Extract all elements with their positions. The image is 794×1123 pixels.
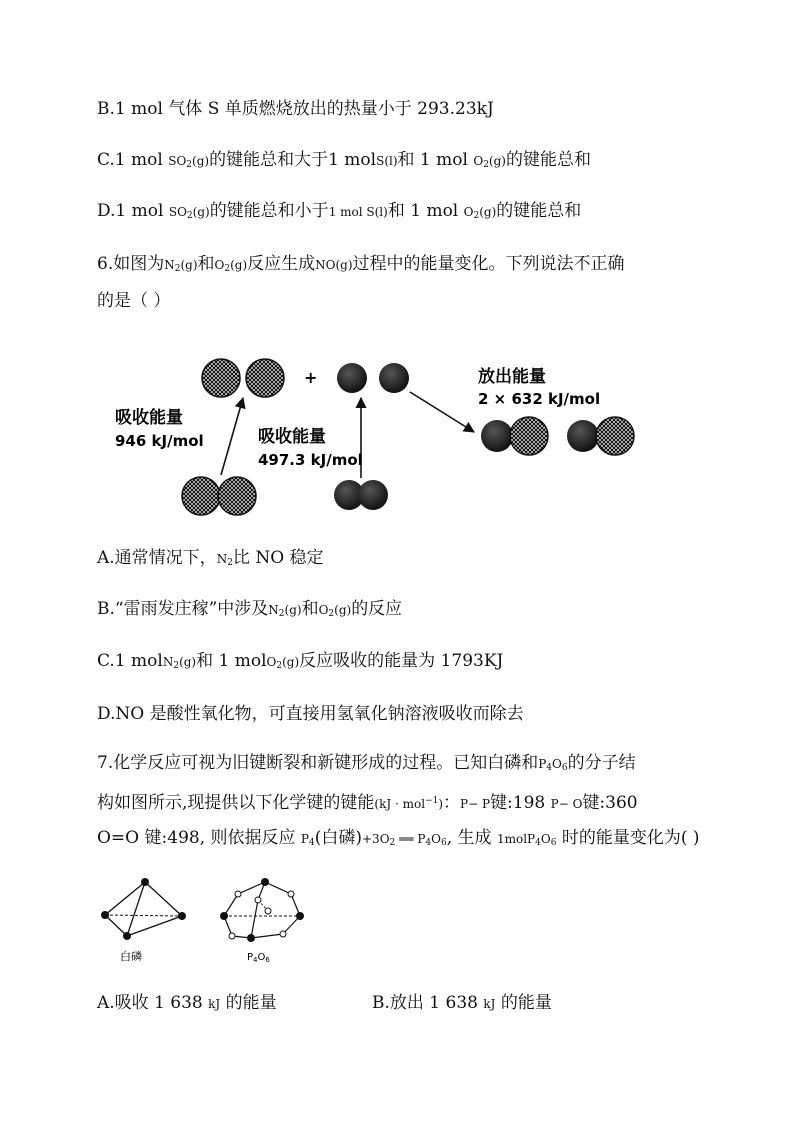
p: P [300, 832, 309, 846]
q7-stem-line2 [97, 790, 638, 815]
no-o-atom [481, 420, 513, 452]
q6-energy-diagram [0, 330, 794, 530]
state: (g) [230, 258, 248, 272]
so2: SO [168, 154, 187, 168]
text: 的分子结 [567, 753, 636, 773]
q6-option-d: D.NO 是酸性氧化物，可直接用氢氧化钠溶液吸收而除去 [97, 704, 524, 724]
unit-end: ) [438, 797, 444, 811]
text: B.“雷雨发庄稼”中涉及 [97, 599, 269, 619]
o2: O [318, 603, 329, 617]
n2-formula [217, 552, 233, 566]
p: P [538, 757, 547, 771]
sub: 6 [441, 838, 447, 848]
o-atom [379, 363, 409, 393]
o-atom [337, 363, 367, 393]
text: 键:198 [490, 793, 551, 813]
p4o6-formula [538, 757, 567, 771]
sub: 4 [546, 763, 553, 773]
sub: 4 [425, 838, 432, 848]
text: , 生成 [446, 828, 497, 848]
no-n-atom [510, 417, 548, 455]
o2-formula [362, 832, 395, 846]
text: 过程中的能量变化。下列说法不正确 [352, 254, 625, 274]
sub: 2 [227, 558, 233, 568]
n2-molecule-atom [182, 477, 220, 515]
n2: N [162, 655, 174, 669]
state: (g) [282, 655, 300, 669]
q6-stem-line2: 的是（ ） [97, 291, 171, 311]
no-formula: NO(g) [315, 258, 353, 272]
o2-formula [215, 258, 248, 272]
n2-formula [268, 603, 301, 617]
absorb2-label: 吸收能量 [258, 427, 326, 447]
q6-option-a [97, 547, 324, 574]
sub: 2 [174, 264, 181, 274]
text: 反应吸收的能量为 1793KJ [299, 651, 504, 671]
no-o-atom [567, 420, 599, 452]
unit: kJ [483, 997, 496, 1011]
o2-formula [464, 205, 497, 219]
release-value: 2 × 632 kJ/mol [478, 390, 601, 408]
unit-text: (kJ · mol [374, 797, 426, 811]
text: 的键能总和小于 [209, 201, 329, 221]
o2: O [214, 258, 225, 272]
sub: 2 [186, 211, 193, 221]
p4o6-formula [417, 832, 446, 846]
text: 键:360 [582, 793, 638, 813]
text: 反应生成 [247, 254, 316, 274]
n2-formula [164, 258, 197, 272]
text: 的键能总和 [496, 201, 582, 221]
sup: −1 [425, 796, 439, 806]
text: 的能量 [495, 993, 552, 1013]
sub: 2 [483, 160, 489, 170]
release-label: 放出能量 [478, 367, 546, 387]
o2: +3O [362, 832, 390, 846]
o2-formula [473, 154, 506, 168]
state: (g) [488, 154, 506, 168]
n2-molecule-atom [218, 477, 256, 515]
q7-option-b [372, 992, 552, 1015]
state: (g) [479, 205, 497, 219]
arrow-release [410, 392, 474, 432]
text: 7.化学反应可视为旧键断裂和新键形成的过程。已知白磷和 [97, 753, 539, 773]
state: (g) [284, 603, 302, 617]
n-atom [246, 359, 284, 397]
sub: 2 [276, 661, 283, 671]
o2: O [473, 154, 484, 168]
text: C.1 mol [97, 150, 169, 170]
o: O [431, 832, 441, 846]
plus-sign: + [304, 368, 318, 387]
text: C.1 mol [97, 651, 163, 671]
q5-option-d [97, 200, 581, 227]
text: 的键能总和 [505, 150, 591, 170]
state: (g) [180, 258, 198, 272]
sub: 4 [535, 838, 541, 848]
sl-formula: 1 mol S(l) [328, 205, 388, 219]
n2: N [216, 552, 228, 566]
sl-formula: S(l) [376, 154, 398, 168]
sub: 6 [561, 763, 568, 773]
text: 和 [197, 254, 215, 274]
q6-option-c [97, 650, 503, 677]
o2-formula [267, 655, 300, 669]
unit: kJ [208, 997, 221, 1011]
n-atom [202, 359, 240, 397]
o2-formula [319, 603, 352, 617]
text: 和 1 mol [387, 201, 464, 221]
o2: O [463, 205, 474, 219]
text: 和 [301, 599, 319, 619]
n2: N [164, 258, 175, 272]
state: (g) [192, 205, 210, 219]
equals: ══ [395, 832, 418, 846]
unit [374, 797, 443, 811]
q5-option-b-text: B.1 mol 气体 S 单质燃烧放出的热量小于 293.23kJ [97, 99, 494, 119]
sub: 2 [173, 661, 180, 671]
sub: 2 [278, 609, 285, 619]
sub: 6 [550, 838, 557, 848]
no-n-atom [596, 417, 634, 455]
p4o6-label: $P_4O_6$ [247, 952, 270, 964]
text: B.放出 1 638 [372, 993, 484, 1013]
text: A.吸收 1 638 [97, 993, 209, 1013]
text: 和 1 mol [397, 150, 474, 170]
white-phosphorus-structure [101, 878, 186, 940]
pp-bond: P− P [460, 797, 491, 811]
text: 构如图所示,现提供以下化学键的键能 [97, 793, 375, 813]
q7-stem-line3 [97, 827, 700, 854]
text: 的键能总和大于1 mol [209, 150, 377, 170]
text: 和 1 mol [196, 651, 267, 671]
arrow-n2-absorb [221, 398, 243, 475]
so2: SO [168, 205, 187, 219]
q6-stem-line1 [97, 253, 625, 280]
state: (g) [179, 655, 197, 669]
text: 的能量 [220, 993, 277, 1013]
o: O [540, 832, 551, 846]
o2-molecule-atom [358, 480, 388, 510]
p: P [417, 832, 426, 846]
o2: O [266, 655, 277, 669]
sub: 2 [224, 264, 231, 274]
absorb1-value: 946 kJ/mol [115, 432, 204, 450]
sub: 2 [473, 211, 480, 221]
p4-formula [301, 832, 315, 846]
q7-stem-line1 [97, 752, 636, 779]
text: 6.如图为 [97, 254, 165, 274]
q7-option-a [97, 992, 277, 1015]
white-phosphorus-label: 白磷 [120, 950, 142, 963]
text: 时的能量变化为( ) [556, 828, 700, 848]
sub: 2 [389, 838, 396, 848]
absorb2-value: 497.3 kJ/mol [258, 451, 363, 469]
absorb1-label: 吸收能量 [115, 408, 183, 428]
sub: 2 [328, 609, 335, 619]
text: A.通常情况下， [97, 548, 217, 568]
mol-p4o6 [497, 832, 556, 846]
q5-option-c [97, 149, 591, 176]
so2-formula [169, 205, 210, 219]
sub: 2 [186, 160, 193, 170]
text: ： [443, 793, 461, 813]
text: D.1 mol [97, 201, 169, 221]
n2: N [268, 603, 279, 617]
n2-formula [163, 655, 196, 669]
so2-formula [168, 154, 209, 168]
text: 的反应 [351, 599, 403, 619]
text: 比 NO 稳定 [232, 548, 324, 568]
o: O [552, 757, 562, 771]
sub: 4 [309, 838, 315, 848]
state: (g) [192, 154, 210, 168]
state: (g) [334, 603, 352, 617]
q6-option-b [97, 598, 402, 625]
text: (白磷) [314, 828, 362, 848]
mol: 1molP [496, 832, 536, 846]
text: O=O 键:498, 则依据反应 [97, 828, 301, 848]
p4o6-structure [220, 878, 304, 942]
q7-molecule-diagram [0, 870, 400, 970]
po-bond: P− O [550, 797, 583, 811]
q5-option-b [97, 98, 494, 120]
